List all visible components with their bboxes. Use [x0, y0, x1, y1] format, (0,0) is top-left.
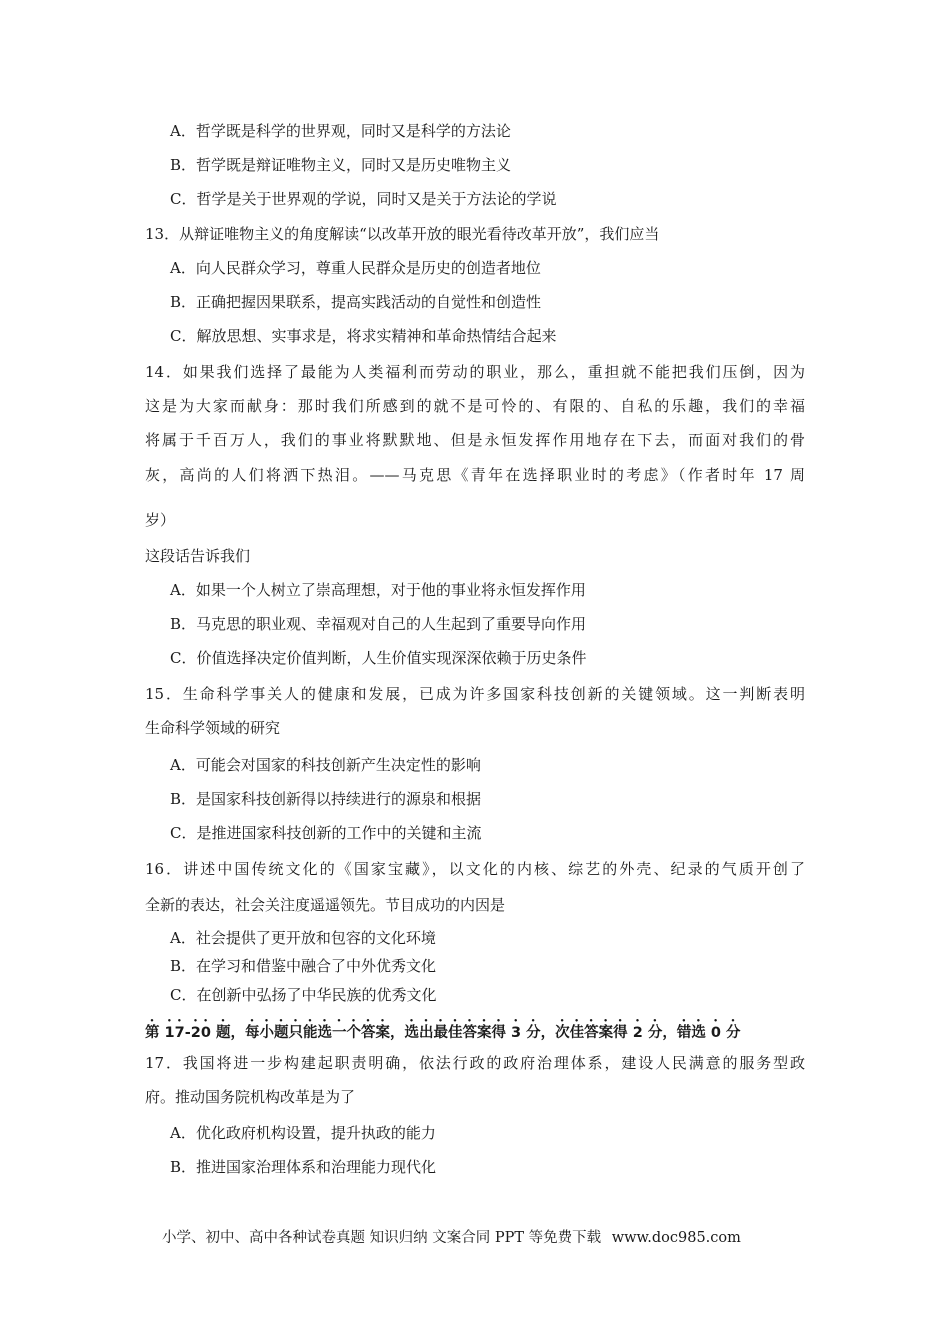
- q13-option-a: A．向人民群众学习，尊重人民群众是历史的创造者地位: [170, 259, 541, 277]
- q12-option-c: C．哲学是关于世界观的学说，同时又是关于方法论的学说: [170, 190, 557, 208]
- q16-stem-line: 全新的表达，社会关注度遥遥领先。节目成功的内因是: [145, 896, 506, 914]
- footer-url: www.doc985.com: [611, 1230, 741, 1246]
- q13-option-b: B．正确把握因果联系，提高实践活动的自觉性和创造性: [170, 293, 542, 311]
- q15-option-a: A．可能会对国家的科技创新产生决定性的影响: [170, 756, 481, 774]
- q16-option-c: C．在创新中弘扬了中华民族的优秀文化: [170, 986, 437, 1004]
- q14-option-c: C．价值选择决定价值判断，人生价值实现深深依赖于历史条件: [170, 649, 587, 667]
- q15-option-c: C．是推进国家科技创新的工作中的关键和主流: [170, 824, 482, 842]
- q17-stem-line: 府。推动国务院机构改革是为了: [145, 1088, 356, 1106]
- q12-option-a: A．哲学既是科学的世界观，同时又是科学的方法论: [170, 122, 511, 140]
- q13-stem: 13．从辩证唯物主义的角度解读“以改革开放的眼光看待改革开放”，我们应当: [145, 225, 660, 243]
- q17-option-a: A．优化政府机构设置，提升执政的能力: [170, 1124, 436, 1142]
- q13-option-c: C．解放思想、实事求是，将求实精神和革命热情结合起来: [170, 327, 557, 345]
- q14-stem-line: 这是为大家而献身：那时我们所感到的就不是可怜的、有限的、自私的乐趣，我们的幸福: [145, 397, 805, 415]
- q15-stem-line: 15．生命科学事关人的健康和发展，已成为许多国家科技创新的关键领域。这一判断表明: [145, 685, 805, 703]
- section-instruction: 第 17-20 题，每小题只能选一个答案，选出最佳答案得 3 分，次佳答案得 2 分，错选 0 分: [145, 1025, 741, 1041]
- footer-text: 小学、初中、高中各种试卷真题 知识归纳 文案合同 PPT 等免费下载: [162, 1230, 602, 1246]
- q16-stem-line: 16．讲述中国传统文化的《国家宝藏》，以文化的内核、综艺的外壳、纪录的气质开创了: [145, 860, 805, 878]
- q14-stem-line: 岁）: [145, 511, 176, 529]
- q14-option-b: B．马克思的职业观、幸福观对自己的人生起到了重要导向作用: [170, 615, 587, 633]
- q16-option-a: A．社会提供了更开放和包容的文化环境: [170, 929, 436, 947]
- q17-option-b: B．推进国家治理体系和治理能力现代化: [170, 1158, 437, 1176]
- q15-stem-line: 生命科学领域的研究: [145, 719, 281, 737]
- page-footer: [162, 1226, 747, 1247]
- q14-option-a: A．如果一个人树立了崇高理想，对于他的事业将永恒发挥作用: [170, 581, 586, 599]
- q15-option-b: B．是国家科技创新得以持续进行的源泉和根据: [170, 790, 482, 808]
- q14-prompt: 这段话告诉我们: [145, 547, 251, 565]
- q16-option-b: B．在学习和借鉴中融合了中外优秀文化: [170, 957, 437, 975]
- q14-stem-line: 灰，高尚的人们将洒下热泪。——马克思《青年在选择职业时的考虑》（作者时年 17 周: [145, 466, 805, 484]
- q14-stem-line: 将属于千百万人，我们的事业将默默地、但是永恒发挥作用地存在下去，而面对我们的骨: [145, 431, 805, 449]
- q14-stem-line: 14．如果我们选择了最能为人类福利而劳动的职业，那么，重担就不能把我们压倒，因为: [145, 363, 805, 381]
- q17-stem-line: 17．我国将进一步构建起职责明确，依法行政的政府治理体系，建设人民满意的服务型政: [145, 1054, 805, 1072]
- q12-option-b: B．哲学既是辩证唯物主义，同时又是历史唯物主义: [170, 156, 512, 174]
